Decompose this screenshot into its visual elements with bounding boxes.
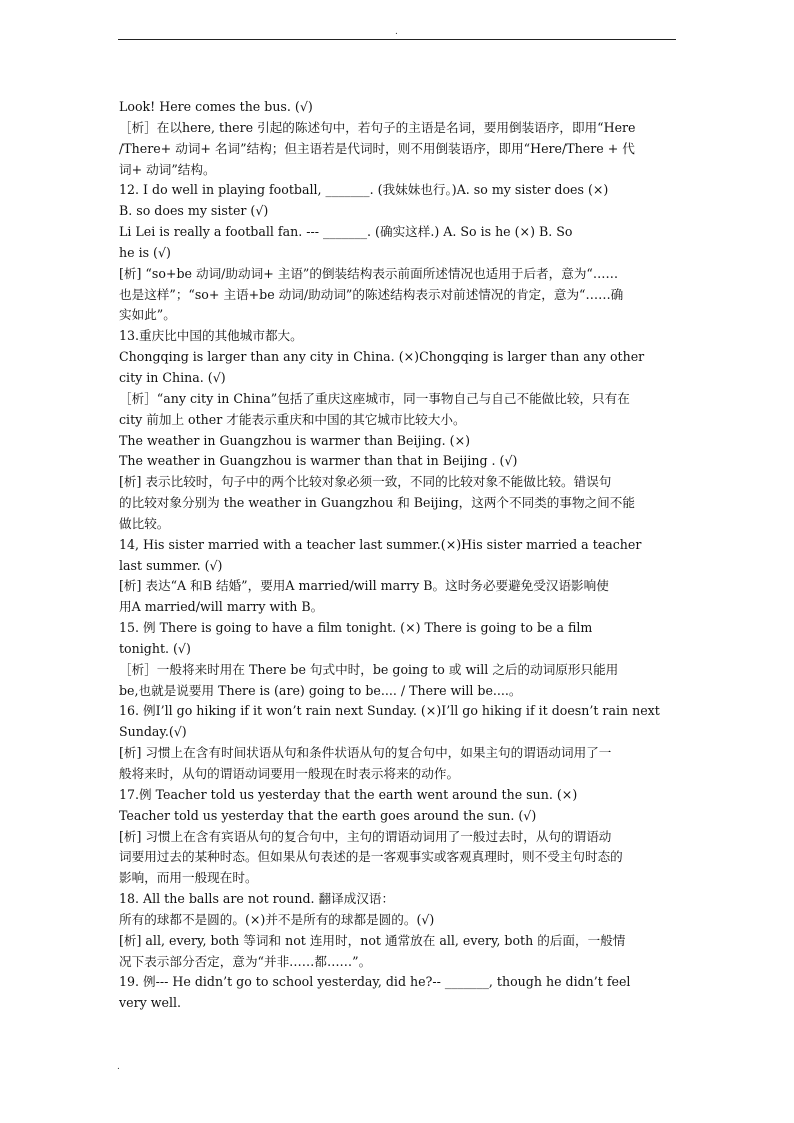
header-mark: . xyxy=(395,27,398,37)
text-line: he is (√) xyxy=(119,244,171,260)
text-line: 13.重庆比中国的其他城市都大。 xyxy=(119,328,303,344)
text-line: very well. xyxy=(119,995,181,1011)
text-line: 般将来时，从句的谓语动词要用一般现在时表示将来的动作。 xyxy=(119,766,460,781)
text-line: 做比较。 xyxy=(119,515,170,531)
text-line: 15. 例 There is going to have a film tonight. (×) There is going to be a film xyxy=(119,620,593,636)
text-line: [析] all, every, both 等词和 not 连用时，not 通常放在 all, every, both 的后面，一般情 xyxy=(119,932,626,948)
text-line: 用A married/will marry with B。 xyxy=(119,599,324,615)
document-body xyxy=(119,97,689,1014)
text-line: 16. 例I’ll go hiking if it won’t rain next Sunday. (×)I’ll go hiking if it doesn’t rain next xyxy=(119,703,660,719)
text-line: be,也就是说要用 There is (are) going to be.... / There will be....。 xyxy=(119,682,522,698)
text-line: B. so does my sister (√) xyxy=(119,203,269,219)
text-line: 17.例 Teacher told us yesterday that the earth went around the sun. (×) xyxy=(119,786,578,802)
text-line: Li Lei is really a football fan. --- _______. (确实这样.) A. So is he (×) B. So xyxy=(119,224,573,240)
text-line: 也是这样”；“so+ 主语+be 动词/助动词”的陈述结构表示对前述情况的肯定，意为“……确 xyxy=(119,286,624,302)
text-line: 况下表示部分否定，意为“并非……都……”。 xyxy=(119,953,372,969)
text-line: ［析］在以here, there 引起的陈述句中，若句子的主语是名词，要用倒装语序，即用“Here xyxy=(119,119,636,135)
text-line: tonight. (√) xyxy=(119,640,191,656)
text-line: The weather in Guangzhou is warmer than Beijing. (×) xyxy=(119,432,471,448)
text-line: Teacher told us yesterday that the earth goes around the sun. (√) xyxy=(119,807,537,823)
text-line: /There+ 动词+ 名词”结构；但主语若是代词时，则不用倒装语序，即用“Here/There + 代 xyxy=(119,140,635,156)
text-line: 词+ 动词”结构。 xyxy=(119,161,216,177)
text-line: Sunday.(√) xyxy=(119,724,187,740)
text-line: 12. I do well in playing football, _______. (我妹妹也行。)A. so my sister does (×) xyxy=(119,182,609,198)
text-line: 18. All the balls are not round. 翻译成汉语： xyxy=(119,891,395,907)
text-line: 19. 例--- He didn’t go to school yesterday, did he?-- _______, though he didn’t feel xyxy=(119,974,631,990)
text-line: city in China. (√) xyxy=(119,369,226,385)
text-line: 14, His sister married with a teacher last summer.(×)His sister married a teacher xyxy=(119,536,642,552)
text-line: 的比较对象分别为 the weather in Guangzhou 和 Beijing，这两个不同类的事物之间不能 xyxy=(119,495,635,511)
footer-mark: . xyxy=(117,1062,120,1072)
text-line: ［析］“any city in China”包括了重庆这座城市，同一事物自己与自己不能做比较，只有在 xyxy=(119,390,630,406)
text-line: [析] 表示比较时，句子中的两个比较对象必须一致，不同的比较对象不能做比较。错误句 xyxy=(119,474,612,490)
text-line: [析] “so+be 动词/助动词+ 主语”的倒装结构表示前面所述情况也适用于后者，意为“…… xyxy=(119,265,619,281)
text-line: The weather in Guangzhou is warmer than that in Beijing . (√) xyxy=(119,453,518,469)
text-line: Look! Here comes the bus. (√) xyxy=(119,99,313,114)
text-line: city 前加上 other 才能表示重庆和中国的其它城市比较大小。 xyxy=(119,411,466,427)
text-line: ［析］一般将来时用在 There be 句式中时，be going to 或 will 之后的动词原形只能用 xyxy=(119,661,619,677)
text-line: [析] 表达“A 和B 结婚”，要用A married/will marry B。这时务必要避免受汉语影响使 xyxy=(119,578,609,594)
text-line: 所有的球都不是圆的。(×)并不是所有的球都是圆的。(√) xyxy=(119,911,435,927)
text-line: [析] 习惯上在含有宾语从句的复合句中，主句的谓语动词用了一般过去时，从句的谓语动 xyxy=(119,828,612,844)
text-line: [析] 习惯上在含有时间状语从句和条件状语从句的复合句中，如果主句的谓语动词用了一 xyxy=(119,745,612,761)
text-line: 影响，而用一般现在时。 xyxy=(119,870,258,886)
text-line: 实如此”。 xyxy=(119,307,176,323)
header-rule xyxy=(118,39,676,40)
text-line: 词要用过去的某种时态。但如果从句表述的是一客观事实或客观真理时，则不受主句时态的 xyxy=(119,849,623,865)
text-line: last summer. (√) xyxy=(119,557,223,573)
text-line: Chongqing is larger than any city in China. (×)Chongqing is larger than any other xyxy=(119,349,645,365)
